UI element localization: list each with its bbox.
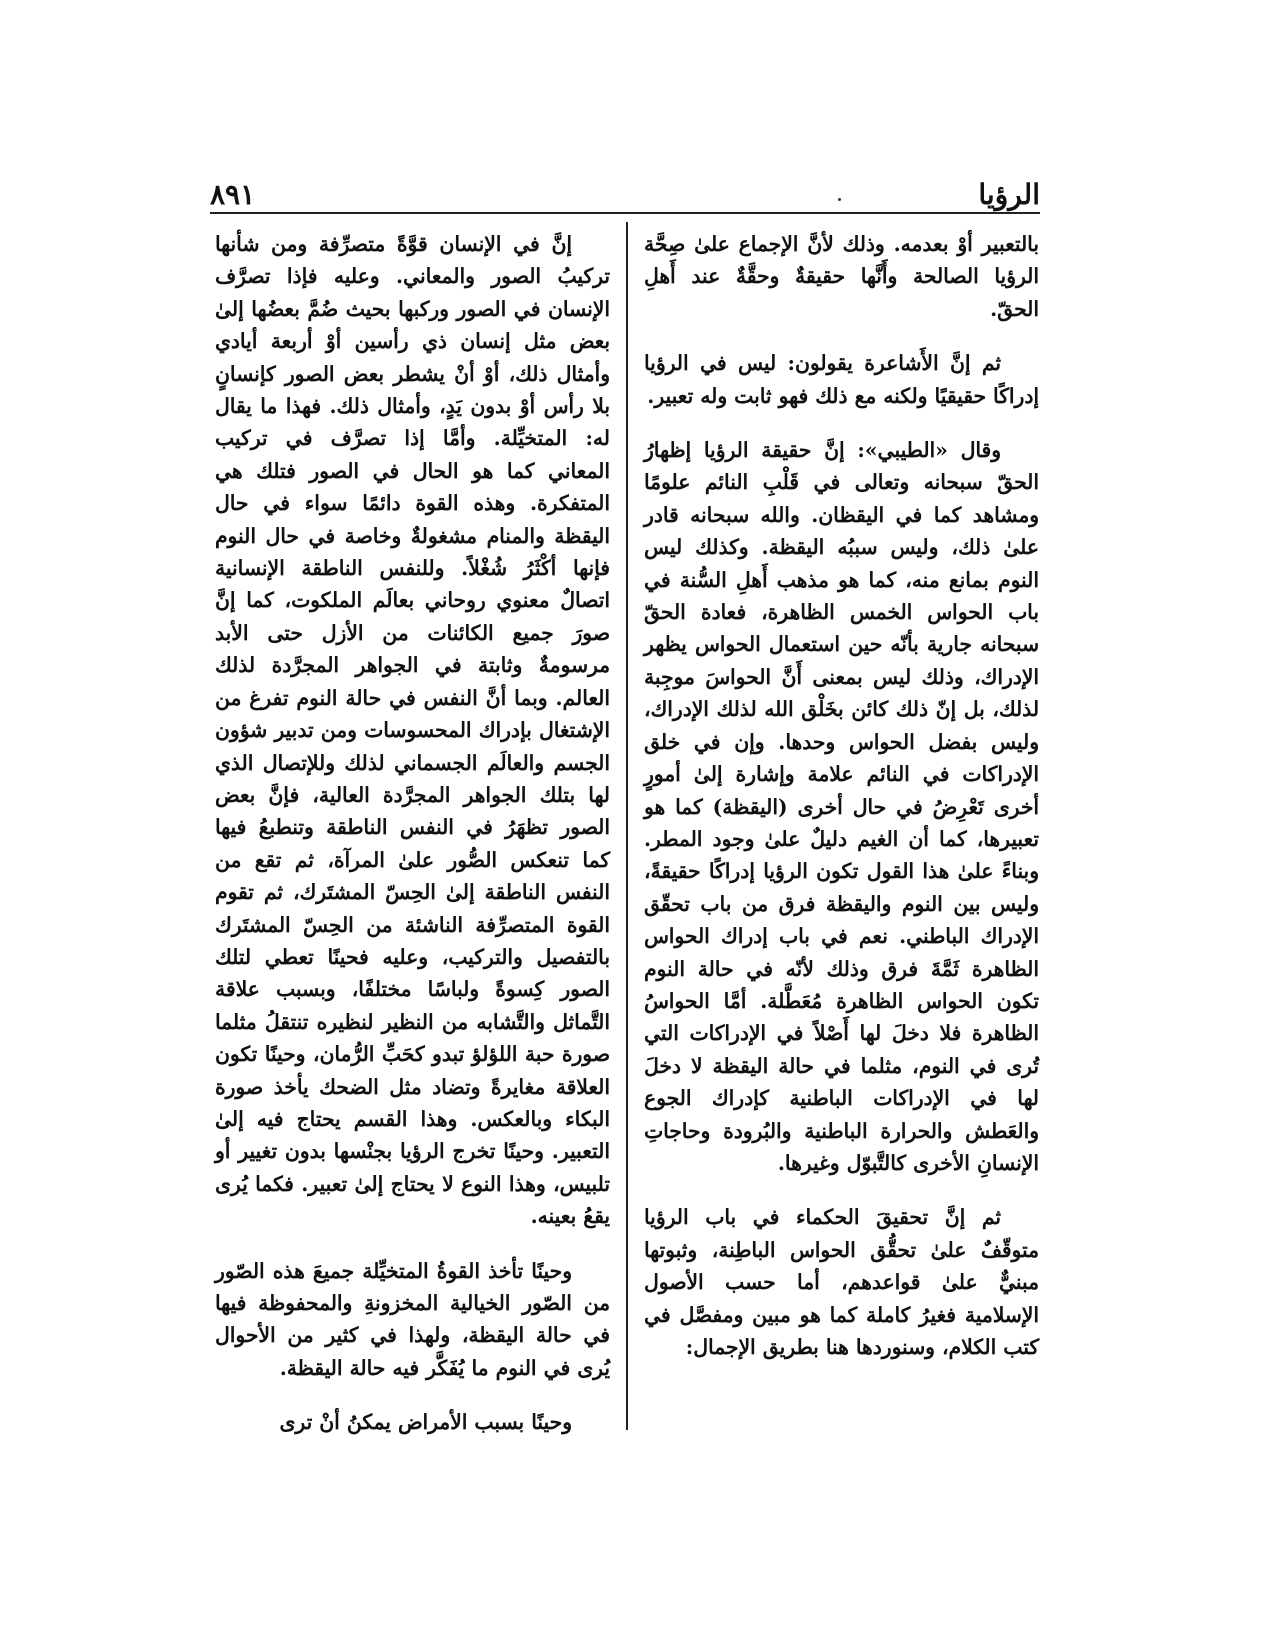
right-paragraph-3: وقال «الطيبي»: إنَّ حقيقة الرؤيا إظهارُ الحقّ سبحانه وتعالى في قَلْبِ النائم علومًا ومشاهد كما في اليقظان. والله سبحانه قادر علىٰ ذلك، وليس سببُه اليقظة. وكذلك ليس النوم بمانع منه، كما هو مذهب أَهلِ السُّنة في باب الحواس الخمس الظاهرة، فعادة الحقّ سبحانه جارية بأنّه حين استعمال الحواس يظهر الإدراك، وذلك ليس بمعنى أَنَّ الحواسَ موجِبة لذلك، بل إنّ ذلك كائن بخَلْق الله لذلك الإدراك، وليس بفضل الحواس وحدها. وإن في خلق الإدراكات في النائم علامة وإشارة إلىٰ أمورٍ أخرى تَعْرِضُ في حال أخرى (اليقظة) كما هو تعبيرها، كما أن الغيم دليلٌ علىٰ وجود المطر. وبناءً علىٰ هذا القول تكون الرؤيا إدراكًا حقيقةً، وليس بين النوم واليقظة فرق من باب تحقّق الإدراك الباطني. نعم في باب إدراك الحواس الظاهرة ثَمَّةَ فرق وذلك لأنّه في حالة النوم تكون الحواس الظاهرة مُعَطَّلة. أمَّا الحواسُ الظاهرة فلا دخلَ لها أَصْلاً في الإدراكات التي تُرى في النوم، مثلما في حالة اليقظة لا دخلَ لها في الإدراكات الباطنية كإدراك الجوع والعَطش والحرارة الباطنية والبُرودة وحاجاتِ الإنسانِ الأخرى كالتَّبوّل وغيرها. <box>644 438 1039 1175</box>
right-paragraph-4: ثم إنَّ تحقيقَ الحكماء في باب الرؤيا متوقّفٌ علىٰ تحقُّق الحواس الباطِنة، وثبوتها مبنيٌّ علىٰ قواعدهم، أما حسب الأصول الإسلامية فغيرُ كاملة كما هو مبين ومفصَّل في كتب الكلام، وسنوردها هنا بطريق الإجمال: <box>644 1205 1039 1359</box>
column-divider <box>626 222 628 1430</box>
left-paragraph-2: وحينًا تأخذ القوةُ المتخيِّلة جميعَ هذه الصّور من الصّور الخيالية المخزونةِ والمحفوظة فيها في حالة اليقظة، ولهذا في كثير من الأحوال يُرى في النوم ما يُفَكَّر فيه حالة اليقظة. <box>215 1258 610 1380</box>
page-header <box>210 178 1040 212</box>
right-paragraph-2: ثم إنَّ الأَشاعرة يقولون: ليس في الرؤيا إدراكًا حقيقيًا ولكنه مع ذلك فهو ثابت وله تعبير. <box>644 351 1039 408</box>
header-dot <box>838 198 841 201</box>
page-number: ٨٩١ <box>210 178 256 211</box>
running-title: الرؤيا <box>978 178 1040 211</box>
left-paragraph-3: وحينًا بسبب الأمراض يمكنُ أنْ ترى <box>279 1410 572 1435</box>
right-column <box>644 228 1039 1385</box>
left-paragraph-1: إنَّ في الإنسان قوَّةً متصرِّفة ومن شأنها تركيبُ الصور والمعاني. وعليه فإذا تصرَّف الإنسان في الصور وركبها بحيث ضُمَّ بعضُها إلىٰ بعض مثل إنسان ذي رأسين أوْ أربعة أيادي وأمثال ذلك، أوْ أنْ يشطر بعض الصور كإنسانٍ بلا رأس أوْ بدون يَدٍ، وأمثال ذلك. فهذا ما يقال له: المتخيِّلة. وأمَّا إذا تصرَّف في تركيب المعاني كما هو الحال في الصور فتلك هي المتفكرة. وهذه القوة دائمًا سواء في حال اليقظة والمنام مشغولةٌ وخاصة في حال النوم فإنها أكْثَرُ شُغْلاً. وللنفس الناطقة الإنسانية اتصالٌ معنوي روحاني بعالَم الملكوت، كما إنَّ صورَ جميع الكائنات من الأزل حتى الأبد مرسومةٌ وثابتة في الجواهر المجرَّدة لذلك العالم. وبما أنَّ النفس في حالة النوم تفرغ من الإشتغال بإدراك المحسوسات ومن تدبير شؤون الجسم والعالَم الجسماني لذلك وللإتصال الذي لها بتلك الجواهر المجرَّدة العالية، فإنَّ بعض الصور تظهَرُ في النفس الناطقة وتنطبعُ فيها كما تنعكس الصُّور علىٰ المرآة، ثم تقع من النفس الناطقة إلىٰ الحِسّ المشتَرك، ثم تقوم القوة المتصرِّفة الناشئة من الحِسّ المشتَرك بالتفصيل والتركيب، وعليه فحينًا تعطي لتلك الصور كِسوةً ولباسًا مختلفًا، وبسبب علاقة التَّماثل والتَّشابه من النظير لنظيره تنتقلُ مثلما صورة حبة اللؤلؤ تبدو كحَبِّ الرُّمان، وحينًا تكون العلاقة مغايرةً وتضاد مثل الضحك يأخذ صورة البكاء وبالعكس. وهذا القسم يحتاج فيه إلىٰ التعبير. وحينًا تخرج الرؤيا بجنْسها بدون تغيير أو تلبيس، وهذا النوع لا يحتاج إلىٰ تعبير. فكما يُرى يقعُ بعينه. <box>215 232 610 1229</box>
right-paragraph-1: بالتعبير أوْ بعدمه. وذلك لأنَّ الإجماع علىٰ صِحَّة الرؤيا الصالحة وأَنَّها حقيقةٌ وحقَّةٌ عند أَهلِ الحقّ. <box>644 232 1039 321</box>
left-column <box>215 228 610 1461</box>
header-rule <box>210 212 1040 214</box>
